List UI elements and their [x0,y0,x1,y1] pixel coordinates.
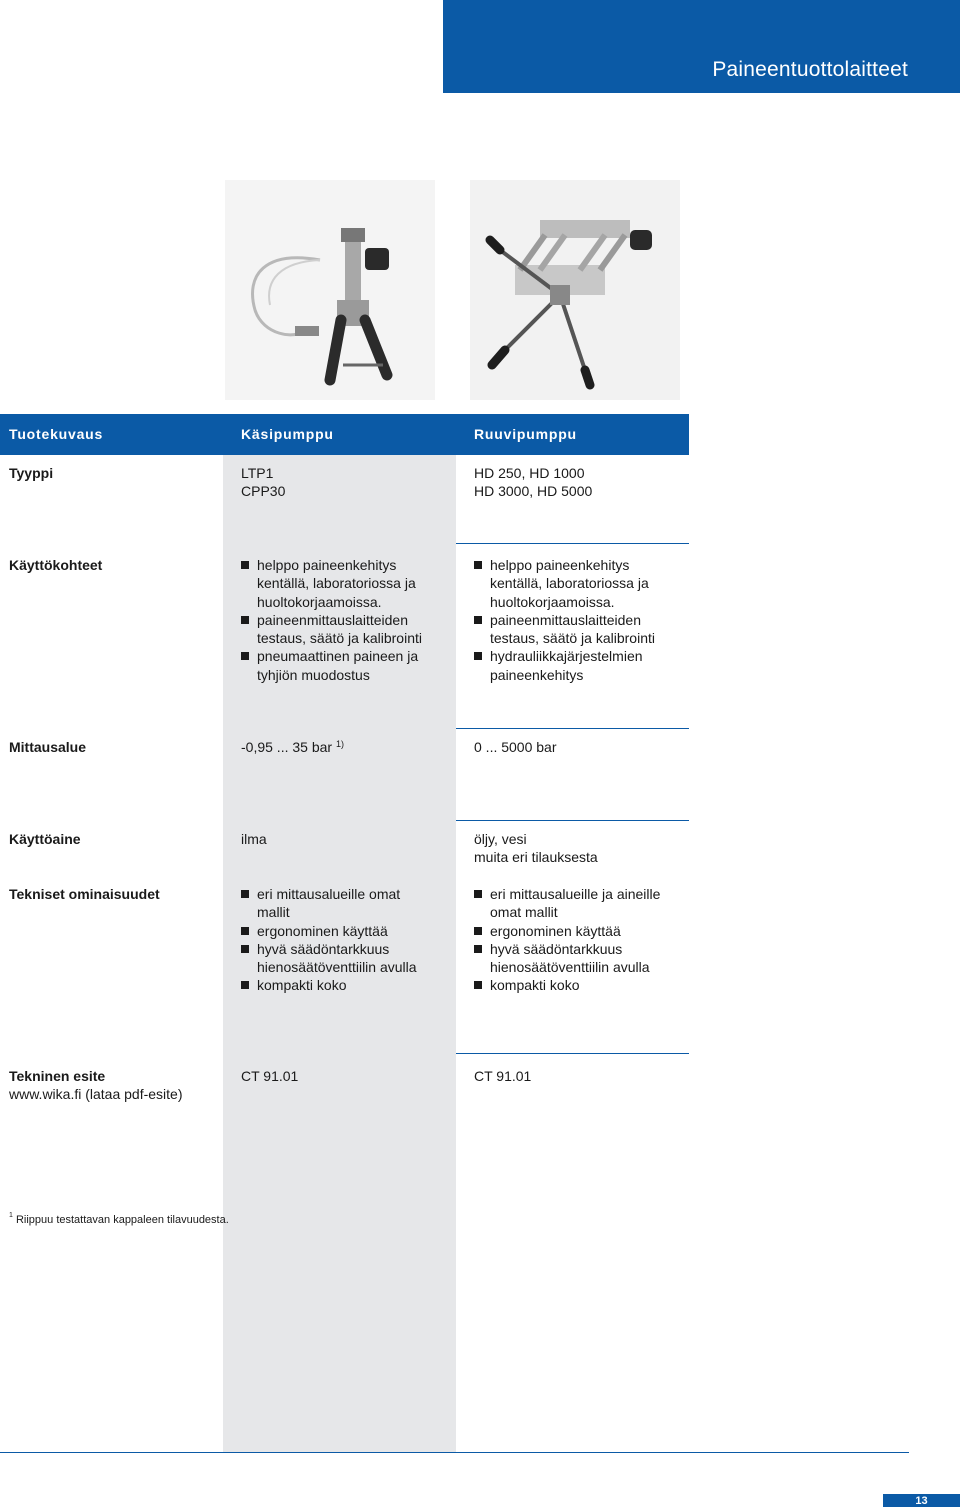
bullet-item [474,976,660,994]
bullet-text: hienosäätöventtiilin avulla [257,959,417,976]
type-value: CPP30 [241,483,286,500]
bullet-text: eri mittausalueille ja aineille [490,886,661,902]
header-ruuvipumppu: Ruuvipumppu [474,426,577,442]
bullet-text: mallit [257,904,290,921]
tekniset-ruuvipumppu [474,885,660,995]
bullet-text: hyvä säädöntarkkuus [490,940,623,957]
bullet-text: paineenmittauslaitteiden [257,611,408,628]
bullet-item [241,940,417,977]
label-text: Tekninen esite [9,1068,106,1084]
footnote-ref: 1) [335,739,344,749]
type-value: LTP1 [241,465,274,481]
medium-value: öljy, vesi [474,831,527,847]
mittausalue-ruuvipumppu: 0 ... 5000 bar [474,739,557,755]
bullet-text: kompakti koko [490,977,580,994]
bullet-text: helppo paineenkehitys [490,557,630,573]
table-header [0,414,689,455]
label-kayttoaine: Käyttöaine [9,831,81,847]
header-tuotekuvaus: Tuotekuvaus [9,426,104,442]
screw-pump-photo [470,180,680,400]
footnote-mark: 1 [9,1212,13,1219]
bullet-text: huoltokorjaamoissa. [490,593,615,610]
bullet-item [474,647,655,684]
bullet-item [474,940,660,977]
bullet-text: kentällä, laboratoriossa ja [257,575,416,592]
bullet-text: pneumaattinen paineen ja [257,648,419,665]
label-tyyppi: Tyyppi [9,465,54,481]
label-tekniset: Tekniset ominaisuudet [9,886,160,902]
label-kayttokohteet: Käyttökohteet [9,557,103,573]
bullet-item [474,885,660,922]
page-title: Paineentuottolaitteet [712,58,908,81]
hand-pump-photo [225,180,435,400]
label-tekninen-esite [9,1067,183,1104]
bullet-text: ergonominen käyttää [490,922,621,939]
bullet-text: ergonominen käyttää [257,922,388,939]
tyyppi-kasipumppu [241,464,285,501]
bullet-text: eri mittausalueille omat [257,886,401,902]
footnote [9,1214,229,1226]
header-banner [443,0,960,93]
label-mittausalue: Mittausalue [9,739,87,755]
bullet-item [241,647,422,684]
bullet-text: paineenmittauslaitteiden [490,611,641,628]
bullet-item [241,556,422,611]
medium-value: muita eri tilauksesta [474,849,598,866]
bullet-text: paineenkehitys [490,666,584,683]
kayttoaine-ruuvipumppu [474,830,598,867]
bullet-item [241,885,417,922]
bullet-text: kompakti koko [257,977,347,994]
row-divider [456,543,689,544]
bullet-item [474,922,660,940]
esite-ruuvipumppu: CT 91.01 [474,1068,532,1084]
header-kasipumppu: Käsipumppu [241,426,334,442]
hand-pump-drawing [225,180,435,400]
type-value: HD 3000, HD 5000 [474,483,593,500]
bullet-text: omat mallit [490,904,558,921]
range-value: -0,95 ... 35 bar [241,739,333,755]
kayttokohteet-kasipumppu [241,556,422,684]
bullet-text: testaus, säätö ja kalibrointi [490,630,655,647]
bullet-text: hyvä säädöntarkkuus [257,940,390,957]
row-divider [456,820,689,821]
bullet-text: huoltokorjaamoissa. [257,593,382,610]
website-link[interactable]: www.wika.fi (lataa pdf-esite) [9,1086,183,1103]
bullet-item [241,922,417,940]
kayttoaine-kasipumppu: ilma [241,831,267,847]
page-number: 13 [883,1494,960,1507]
bullet-text: hydrauliikkajärjestelmien [490,648,643,665]
bullet-text: helppo paineenkehitys [257,557,397,573]
bullet-item [474,611,655,648]
bullet-item [241,976,417,994]
row-divider [456,728,689,729]
row-divider [456,1053,689,1054]
mittausalue-kasipumppu [241,738,344,756]
bullet-text: testaus, säätö ja kalibrointi [257,630,422,647]
bottom-rule [0,1452,909,1453]
type-value: HD 250, HD 1000 [474,465,585,481]
bullet-item [474,556,655,611]
bullet-text: tyhjiön muodostus [257,666,370,683]
esite-kasipumppu: CT 91.01 [241,1068,299,1084]
bullet-text: hienosäätöventtiilin avulla [490,959,650,976]
kayttokohteet-ruuvipumppu [474,556,655,684]
bullet-text: kentällä, laboratoriossa ja [490,575,649,592]
footnote-text: Riippuu testattavan kappaleen tilavuudesta. [15,1214,229,1226]
bullet-item [241,611,422,648]
tekniset-kasipumppu [241,885,417,995]
tyyppi-ruuvipumppu [474,464,592,501]
screw-pump-drawing [470,180,680,400]
